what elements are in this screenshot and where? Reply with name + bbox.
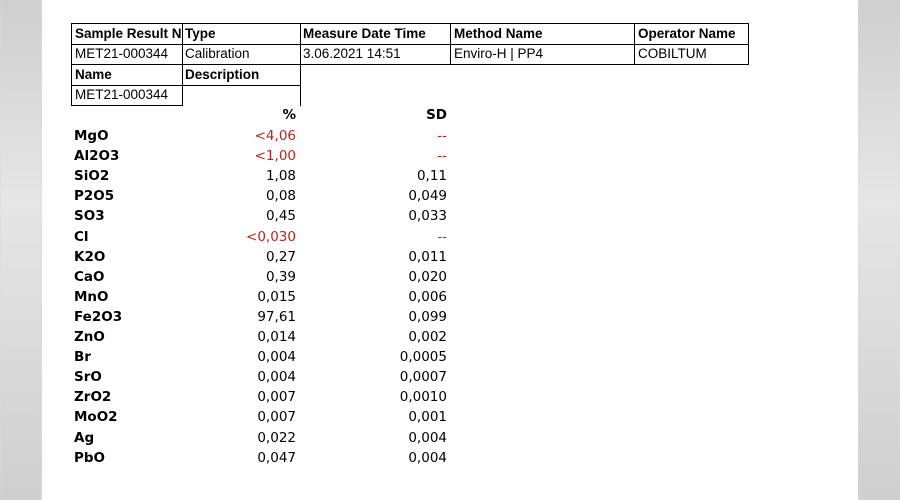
header-method-name: Method Name (454, 26, 543, 41)
table-border (71, 85, 300, 86)
sd-value: 0,020 (408, 269, 447, 285)
element-label: ZnO (74, 329, 105, 345)
percent-value: 0,007 (257, 409, 296, 425)
element-label: MoO2 (74, 409, 118, 425)
value-name: MET21-000344 (75, 87, 169, 102)
element-label: SrO (74, 369, 102, 385)
value-measure-date-time: 3.06.2021 14:51 (303, 46, 401, 61)
blurred-backdrop-left (0, 0, 42, 500)
sd-value: 0,0010 (399, 389, 447, 405)
table-border (71, 105, 182, 106)
column-header-sd: SD (426, 107, 447, 123)
table-border (71, 23, 72, 106)
table-border (71, 64, 749, 65)
sd-value: 0,006 (408, 289, 447, 305)
table-border (450, 23, 451, 65)
sd-value: 0,099 (408, 309, 447, 325)
header-type: Type (185, 26, 216, 41)
percent-value: 0,08 (265, 188, 296, 204)
sd-value: 0,002 (408, 329, 447, 345)
percent-value: 0,39 (265, 269, 296, 285)
value-sample-result: MET21-000344 (75, 46, 169, 61)
header-description: Description (185, 67, 260, 82)
table-border (71, 44, 749, 45)
percent-value: 0,022 (257, 430, 296, 446)
header-sample-result: Sample Result N (75, 26, 182, 41)
blurred-backdrop-right (858, 0, 900, 500)
percent-value: 1,08 (265, 168, 296, 184)
sd-value: -- (437, 229, 447, 245)
element-label: MgO (74, 128, 109, 144)
sd-value: 0,11 (416, 168, 447, 184)
percent-value: 0,047 (257, 450, 296, 466)
table-border (634, 23, 635, 65)
table-border (748, 23, 749, 65)
sd-value: 0,011 (408, 249, 447, 265)
table-border (182, 23, 183, 106)
element-label: MnO (74, 289, 109, 305)
element-label: Al2O3 (74, 148, 120, 164)
sd-value: 0,0007 (399, 369, 447, 385)
header-name: Name (75, 67, 112, 82)
report-page (42, 0, 858, 500)
sd-value: 0,033 (408, 208, 447, 224)
value-type: Calibration (185, 46, 250, 61)
element-label: Cl (74, 229, 89, 245)
element-label: SO3 (74, 208, 105, 224)
element-label: PbO (74, 450, 106, 466)
table-border (300, 23, 301, 106)
value-operator-name: COBILTUM (638, 46, 707, 61)
percent-value: <0,030 (246, 229, 296, 245)
element-label: Ag (74, 430, 95, 446)
percent-value: 0,015 (257, 289, 296, 305)
percent-value: 0,014 (257, 329, 296, 345)
element-label: K2O (74, 249, 106, 265)
header-operator-name: Operator Name (638, 26, 736, 41)
sd-value: -- (437, 128, 447, 144)
column-header-percent: % (282, 107, 296, 123)
percent-value: <4,06 (254, 128, 296, 144)
element-label: Fe2O3 (74, 309, 123, 325)
sd-value: -- (437, 148, 447, 164)
percent-value: 0,27 (265, 249, 296, 265)
element-label: CaO (74, 269, 105, 285)
sd-value: 0,004 (408, 450, 447, 466)
element-label: Br (74, 349, 91, 365)
table-border (71, 23, 749, 24)
percent-value: <1,00 (254, 148, 296, 164)
sd-value: 0,004 (408, 430, 447, 446)
element-label: SiO2 (74, 168, 110, 184)
header-measure-date-time: Measure Date Time (303, 26, 426, 41)
value-method-name: Enviro-H | PP4 (454, 46, 544, 61)
sd-value: 0,049 (408, 188, 447, 204)
element-label: ZrO2 (74, 389, 112, 405)
element-label: P2O5 (74, 188, 115, 204)
percent-value: 0,45 (265, 208, 296, 224)
sd-value: 0,0005 (399, 349, 447, 365)
percent-value: 0,007 (257, 389, 296, 405)
percent-value: 0,004 (257, 349, 296, 365)
percent-value: 0,004 (257, 369, 296, 385)
percent-value: 97,61 (257, 309, 296, 325)
sd-value: 0,001 (408, 409, 447, 425)
